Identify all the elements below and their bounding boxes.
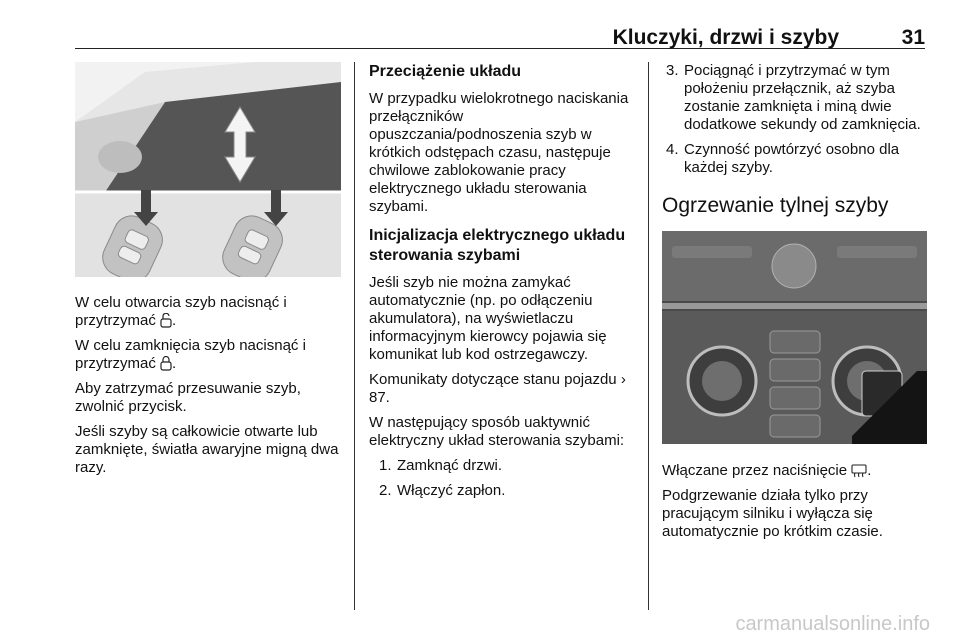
hazard-lights-paragraph: Jeśli szyby są całkowicie otwarte lub zamknięte, światła awaryjne migną dwa razy. [75, 423, 339, 476]
watermark: carmanualsonline.info [735, 613, 930, 635]
page-reference-arrow-icon: › [620, 371, 626, 388]
overload-paragraph: W przypadku wielokrotnego naciskania przełączników opuszczania/podnoszenia szyb w krótkich odstępach czasu, następuje chwilowe zablokowanie pracy elektrycznego układu sterowania szybami. [369, 90, 629, 215]
list-item: 3. Pociągnąć i przytrzymać w tym położeniu przełącznik, aż szyba zostanie zamknięta i miną dwie dodatkowe sekundy od zamknięcia. [666, 62, 921, 133]
rear-window-heating-heading: Ogrzewanie tylnej szyby [662, 194, 889, 217]
rear-window-heater-icon [851, 464, 867, 478]
open-windows-paragraph: W celu otwarcia szyb nacisnąć i przytrzymać . [75, 294, 287, 329]
column-right [662, 62, 927, 548]
steps-list-continued [666, 62, 927, 177]
list-item: 4. Czynność powtórzyć osobno dla każdej szyby. [666, 141, 900, 176]
initialization-paragraph: Jeśli szyb nie można zamykać automatycznie (np. po odłączeniu akumulatora), na wyświetlaczu informacyjnym kierowcy pojawia się komunikat lub kod ostrzegawczy. [369, 274, 607, 363]
car-window-illustration [75, 62, 341, 277]
vehicle-messages-paragraph: Komunikaty dotyczące stanu pojazdu › 87. [369, 371, 626, 406]
steps-list [379, 457, 635, 500]
climate-control-panel-illustration [662, 231, 927, 444]
overload-heading: Przeciążenie układu [369, 63, 522, 80]
column-divider-left [354, 62, 355, 610]
column-left [75, 62, 341, 484]
stop-windows-paragraph: Aby zatrzymać przesuwanie szyb, zwolnić przycisk. [75, 380, 301, 415]
unlock-icon [160, 313, 172, 328]
initialization-heading: Inicjalizacja elektrycznego układu sterowania szybami [369, 227, 626, 264]
chapter-title: Kluczyki, drzwi i szyby [612, 26, 839, 49]
lock-icon [160, 356, 172, 371]
page-number: 31 [901, 26, 925, 49]
heater-info-paragraph: Podgrzewanie działa tylko przy pracującym silniku i wyłącza się automatycznie po krótkim czasie. [662, 487, 883, 540]
column-middle [369, 62, 635, 507]
close-windows-paragraph: W celu zamknięcia szyb nacisnąć i przytrzymać . [75, 337, 306, 372]
page-header [75, 22, 925, 49]
column-divider-right [648, 62, 649, 610]
activation-paragraph: W następujący sposób uaktywnić elektryczny układ sterowania szybami: [369, 414, 625, 449]
page-reference-link[interactable]: 87. [369, 389, 390, 406]
list-item: 1. Zamknąć drzwi. [379, 457, 503, 474]
list-item: 2. Włączyć zapłon. [379, 482, 506, 499]
heater-activation-paragraph: Włączane przez naciśnięcie . [662, 462, 872, 479]
